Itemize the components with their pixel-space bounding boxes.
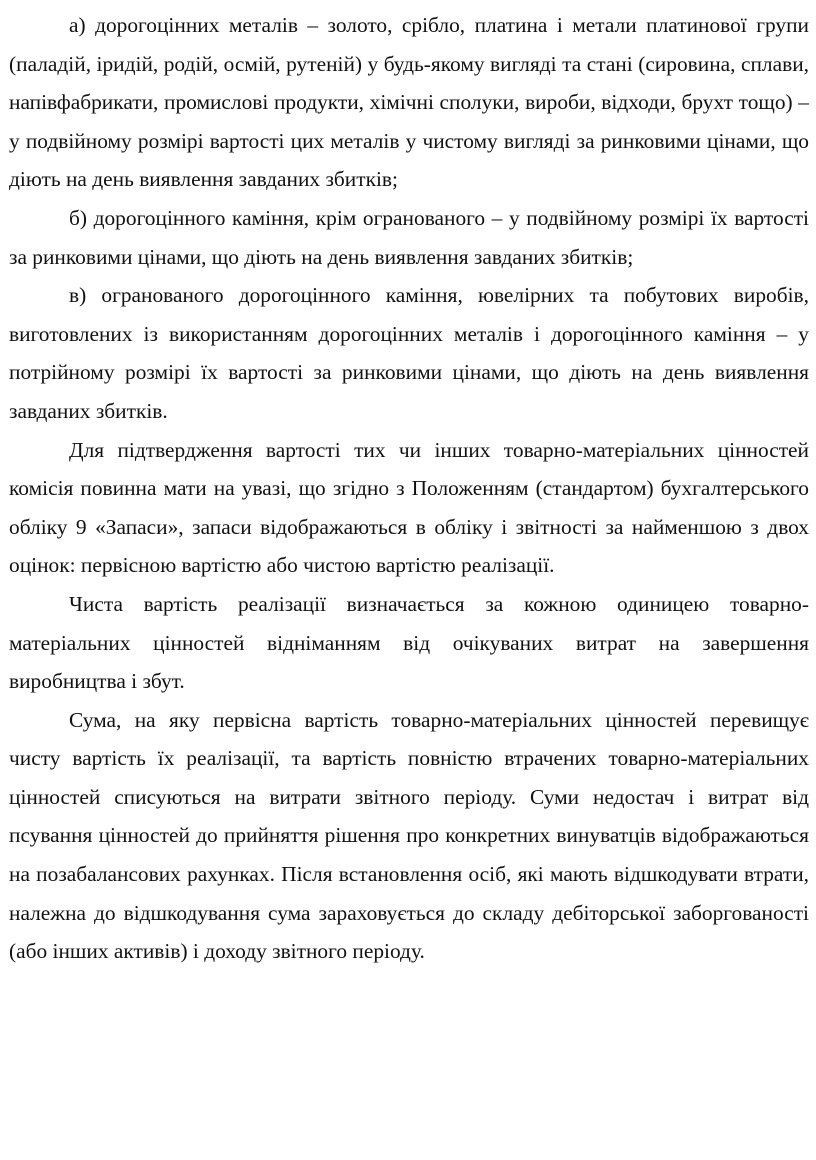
paragraph-write-off: Сума, на яку первісна вартість товарно-матеріальних цінностей перевищує чисту вартість їх реалізації, та вартість повністю втрачених товарно-матеріальних цінностей списуються на витрати звітного періоду. Суми недостач і витрат від псування цінностей до прийняття рішення про конкретних винуватців відображаються на позабалансових рахунках. Після встановлення осіб, які мають відшкодувати втрати, належна до відшкодування сума зараховується до складу дебіторської заборгованості (або інших активів) і доходу звітного періоду. [9, 707, 809, 964]
paragraph-precious-metals: а) дорогоцінних металів – золото, срібло, платина і метали платинової групи (паладій, іридій, родій, осмій, рутеній) у будь-якому вигляді та стані (сировина, сплави, напівфабрикати, промислові продукти, хімічні сполуки, вироби, відходи, брухт тощо) – у подвійному розмірі вартості цих металів у чистому вигляді за ринковими цінами, що діють на день виявлення завданих збитків; [9, 13, 809, 192]
paragraph-valuation-standard: Для підтвердження вартості тих чи інших товарно-матеріальних цінностей комісія повинна мати на увазі, що згідно з Положенням (стандартом) бухгалтерського обліку 9 «Запаси», запаси відображаються в обліку і звітності за найменшою з двох оцінок: первісною вартістю або чистою вартістю реалізації. [9, 437, 809, 578]
paragraph-net-realizable-value: Чиста вартість реалізації визначається за кожною одиницею товарно-матеріальних цінностей відніманням від очікуваних витрат на завершення виробництва і збут. [9, 591, 809, 694]
paragraph-precious-stones: б) дорогоцінного каміння, крім огранованого – у подвійному розмірі їх вартості за ринковими цінами, що діють на день виявлення завданих збитків; [9, 205, 809, 269]
document-page [9, 0, 809, 971]
paragraph-cut-stones-jewelry: в) огранованого дорогоцінного каміння, ювелірних та побутових виробів, виготовлених із використанням дорогоцінних металів і дорогоцінного каміння – у потрійному розмірі їх вартості за ринковими цінами, що діють на день виявлення завданих збитків. [9, 283, 809, 423]
